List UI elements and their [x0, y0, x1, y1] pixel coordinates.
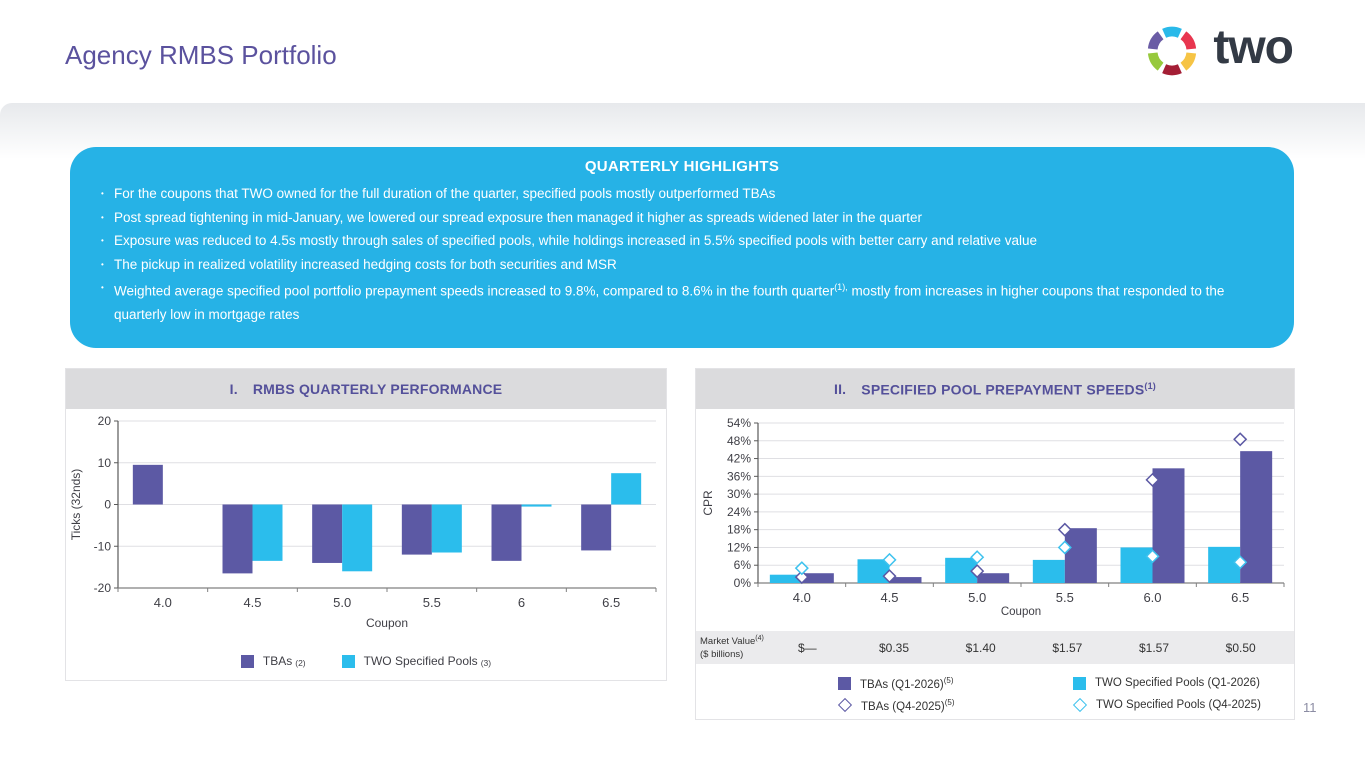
highlight-bullet: • Weighted average specified pool portfolio prepayment speeds increased to 9.8%, compared to 8.6% in the fourth quarter$^{(1),}$ mostly from increases in higher coupons that responded to the quarterly low in mortgage rates: [100, 276, 1264, 327]
svg-text:30%: 30%: [726, 487, 751, 502]
section-title: SPECIFIED POOL PREPAYMENT SPEEDS$^{(1)}$: [861, 380, 1156, 398]
two-logo: [1141, 20, 1293, 82]
prepayment-speeds-chart: [696, 409, 1294, 623]
bar-two-specified-pools-6.5: [611, 473, 641, 504]
svg-text:36%: 36%: [726, 469, 751, 484]
svg-text:4.0: 4.0: [792, 590, 811, 605]
svg-text:6.5: 6.5: [1231, 590, 1250, 605]
two-logo-icon: [1141, 20, 1203, 82]
svg-text:6.0: 6.0: [1143, 590, 1162, 605]
svg-text:42%: 42%: [726, 451, 751, 466]
svg-text:-10: -10: [93, 539, 111, 554]
bar-two-specified-pools-q1-2026--5.5: [1033, 560, 1065, 583]
svg-text:5.5: 5.5: [422, 595, 441, 610]
market-value-cell: $0.35: [878, 640, 910, 655]
marker-tbas-q4-2025--6.5: [1234, 433, 1246, 445]
rmbs-performance-chart: [66, 409, 666, 646]
page-title: Agency RMBS Portfolio: [65, 40, 337, 70]
market-value-cells: [764, 641, 1284, 655]
bar-two-specified-pools-4.5: [253, 505, 283, 561]
svg-text:0%: 0%: [733, 576, 751, 590]
bar-tbas-4.0: [133, 465, 163, 505]
highlights-title: QUARTERLY HIGHLIGHTS: [584, 158, 780, 175]
marker-two-specified-pools-q4-2025--4.0: [796, 562, 808, 574]
svg-text:5.0: 5.0: [968, 590, 987, 605]
bar-tbas-6: [492, 505, 522, 561]
bar-two-specified-pools-6: [522, 505, 552, 507]
bar-tbas-5.0: [312, 505, 342, 563]
pools-swatch-icon: [342, 655, 355, 668]
svg-text:4.5: 4.5: [243, 595, 262, 610]
bar-tbas-q1-2026--6.0: [1153, 468, 1185, 583]
legend-item-tbas: TBAs (2): [241, 654, 306, 668]
market-value-cell: $1.57: [1139, 640, 1170, 655]
svg-text:48%: 48%: [726, 433, 751, 448]
logo-text: two: [1213, 21, 1293, 74]
svg-text:0: 0: [104, 497, 111, 512]
svg-text:5.5: 5.5: [1055, 590, 1074, 605]
market-value-row: [696, 631, 1294, 664]
market-value-cell: $1.57: [1052, 640, 1083, 655]
legend-item-pools-q4: TWO Specified Pools (Q4-2025): [1073, 698, 1365, 713]
highlight-bullet: • Post spread tightening in mid-January, we lowered our spread exposure then managed it higher as spreads widened later in the quarter: [100, 206, 1264, 230]
legend-item-tbas-q1: TBAs $(Q1-2026)^{(5)}$: [838, 676, 1073, 691]
svg-text:18%: 18%: [726, 522, 751, 537]
quarterly-highlights-panel: [70, 147, 1294, 348]
section-title: RMBS QUARTERLY PERFORMANCE: [252, 381, 503, 397]
svg-text:54%: 54%: [726, 416, 751, 430]
svg-text:12%: 12%: [726, 540, 751, 555]
bar-two-specified-pools-q1-2026--4.5: [858, 559, 890, 583]
svg-text:6: 6: [517, 595, 526, 610]
tbas-q1-swatch-icon: [838, 677, 851, 690]
bar-tbas-6.5: [581, 505, 611, 551]
svg-text:20: 20: [97, 414, 111, 428]
pools-q4-diamond-icon: [1073, 698, 1087, 712]
bar-tbas-5.5: [402, 505, 432, 555]
highlight-bullet: • Exposure was reduced to 4.5s mostly through sales of specified pools, while holdings increased in 5.5% specified pools with better carry and relative value: [100, 229, 1264, 253]
market-value-cell: $0.50: [1225, 640, 1256, 655]
svg-text:4.0: 4.0: [153, 595, 172, 610]
svg-text:10: 10: [97, 455, 111, 470]
svg-text:5.0: 5.0: [333, 595, 352, 610]
legend-item-tbas-q4: TBAs $(Q4-2025)^{(5)}$: [838, 698, 1073, 713]
bar-two-specified-pools-5.0: [342, 505, 372, 572]
section-numeral: I.: [229, 381, 238, 397]
bar-tbas-q1-2026--5.5: [1065, 528, 1097, 583]
highlight-bullet: • The pickup in realized volatility increased hedging costs for both securities and MSR: [100, 253, 1264, 277]
svg-text:6.5: 6.5: [602, 595, 621, 610]
market-value-cell: $1.40: [965, 640, 996, 655]
svg-text:CPR: CPR: [701, 490, 715, 516]
svg-text:Coupon: Coupon: [1000, 606, 1042, 618]
page-number: 11: [1303, 700, 1317, 715]
prepayment-speeds-panel: [695, 368, 1295, 720]
bar-tbas-4.5: [223, 505, 253, 574]
bar-tbas-q1-2026--5.0: [977, 573, 1009, 583]
legend-item-specified-pools: TWO Specified Pools (3): [342, 654, 491, 668]
highlight-bullet: • For the coupons that TWO owned for the full duration of the quarter, specified pools mostly outperformed TBAs: [100, 182, 1264, 206]
tbas-q4-diamond-icon: [838, 698, 852, 712]
prepayment-speeds-header: [696, 369, 1294, 409]
market-value-label: Market Value$^{(4)}$ ($ billions): [700, 635, 764, 660]
svg-text:6%: 6%: [733, 558, 751, 573]
svg-text:Coupon: Coupon: [365, 616, 409, 630]
prepayment-speeds-legend: [838, 676, 1294, 713]
rmbs-performance-panel: [65, 368, 667, 681]
rmbs-performance-legend: [66, 654, 666, 668]
market-value-cell: $—: [797, 640, 817, 655]
section-numeral: II.: [834, 381, 847, 397]
pools-q1-swatch-icon: [1073, 677, 1086, 690]
bar-two-specified-pools-q1-2026--6.5: [1208, 547, 1240, 583]
svg-text:4.5: 4.5: [880, 590, 899, 605]
rmbs-performance-header: [66, 369, 666, 409]
svg-text:-20: -20: [93, 581, 111, 595]
highlights-list: [70, 182, 1294, 327]
bar-two-specified-pools-q1-2026--6.0: [1121, 547, 1153, 583]
svg-text:Ticks (32nds): Ticks (32nds): [69, 468, 83, 541]
tbas-swatch-icon: [241, 655, 254, 668]
svg-text:24%: 24%: [726, 504, 751, 519]
bar-two-specified-pools-5.5: [432, 505, 462, 553]
legend-item-pools-q1: TWO Specified Pools (Q1-2026): [1073, 676, 1365, 691]
